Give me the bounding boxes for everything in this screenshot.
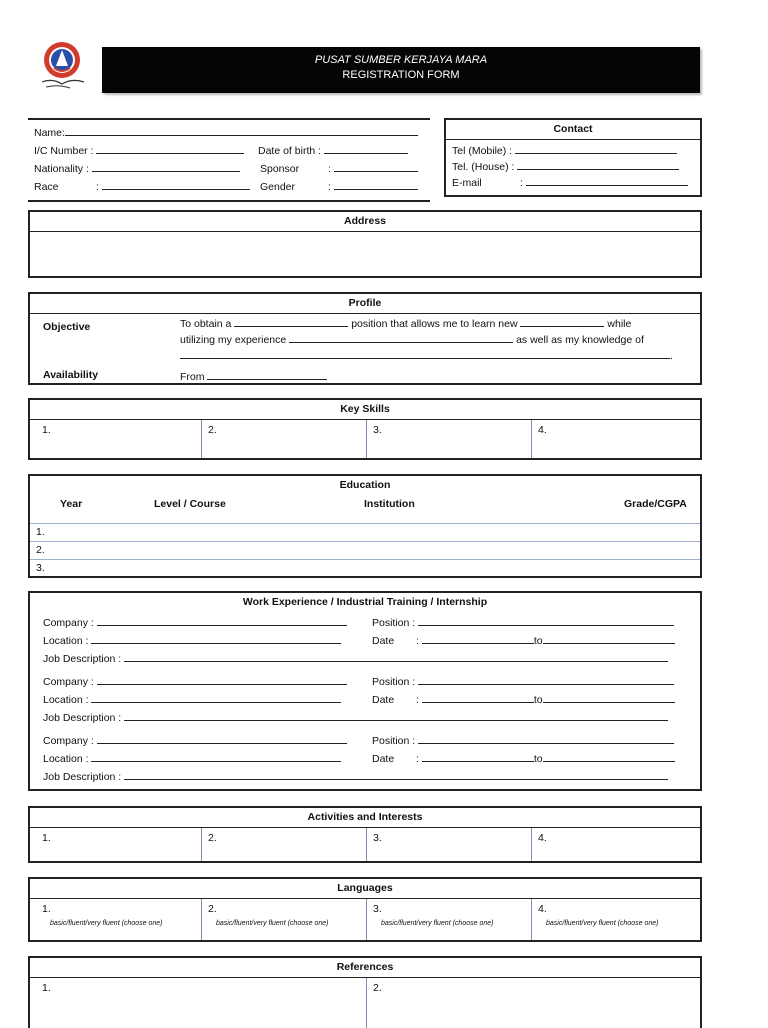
- job-description-label: Job Description :: [43, 653, 122, 665]
- profile-title: Profile: [30, 294, 700, 314]
- position-field[interactable]: [418, 733, 674, 744]
- key-skill-cell[interactable]: 4.: [538, 424, 547, 436]
- references-title: References: [30, 958, 700, 978]
- header-banner: [102, 47, 700, 93]
- mara-crest-icon: [34, 38, 90, 94]
- edu-col-institution: Institution: [364, 498, 415, 510]
- company-label: Company :: [43, 676, 94, 688]
- work-entry: Company : Location : Job Description : Position : Date : to: [30, 674, 700, 728]
- work-experience-section: [28, 591, 702, 791]
- education-section: [28, 474, 702, 578]
- activity-cell[interactable]: 1.: [30, 828, 202, 861]
- availability-field[interactable]: [207, 369, 327, 380]
- position-label: Position :: [372, 676, 416, 688]
- languages-title: Languages: [30, 879, 700, 899]
- gender-label: Gender: [260, 181, 296, 193]
- date-to-field[interactable]: [543, 692, 675, 703]
- key-skills-section: [28, 398, 702, 460]
- activity-cell[interactable]: 3.: [367, 828, 532, 861]
- work-title: Work Experience / Industrial Training / Internship: [242, 596, 488, 608]
- availability-label: Availability: [43, 369, 99, 381]
- mobile-label: Tel (Mobile) :: [452, 145, 513, 157]
- education-row[interactable]: 1.: [30, 524, 700, 542]
- position-label: Position :: [372, 617, 416, 629]
- date-from-field[interactable]: [422, 751, 534, 762]
- key-skills-title: Key Skills: [30, 400, 700, 420]
- education-title: Education: [339, 479, 391, 491]
- house-field[interactable]: [517, 159, 679, 170]
- date-to-field[interactable]: [543, 633, 675, 644]
- race-field[interactable]: [102, 179, 250, 190]
- position-label: Position :: [372, 735, 416, 747]
- nationality-label: Nationality :: [34, 163, 89, 175]
- job-description-field[interactable]: [124, 651, 668, 662]
- date-from-field[interactable]: [422, 692, 534, 703]
- location-field[interactable]: [91, 692, 341, 703]
- name-label: Name:: [34, 127, 65, 139]
- company-label: Company :: [43, 617, 94, 629]
- references-section: [28, 956, 702, 1028]
- address-section: [28, 210, 702, 278]
- ic-label: I/C Number :: [34, 145, 94, 157]
- job-description-field[interactable]: [124, 769, 668, 780]
- address-field[interactable]: [30, 232, 700, 276]
- activity-cell[interactable]: 4.: [538, 832, 547, 844]
- key-skill-cell[interactable]: 2.: [202, 420, 367, 458]
- language-cell[interactable]: 4. basic/fluent/very fluent (choose one): [532, 899, 700, 940]
- objective-learn-field[interactable]: [520, 316, 604, 327]
- address-title: Address: [30, 212, 700, 232]
- personal-info-section: Name: I/C Number : Nationality : Race : Date of birth : Sponsor : Gender :: [28, 118, 430, 202]
- key-skill-cell[interactable]: 1.: [30, 420, 202, 458]
- reference-cell[interactable]: 2.: [373, 982, 382, 994]
- job-description-field[interactable]: [124, 710, 668, 721]
- mobile-field[interactable]: [515, 143, 677, 154]
- languages-section: [28, 877, 702, 942]
- date-to-field[interactable]: [543, 751, 675, 762]
- ic-field[interactable]: [96, 143, 244, 154]
- job-description-label: Job Description :: [43, 771, 122, 783]
- race-label: Race: [34, 181, 59, 193]
- location-label: Location :: [43, 694, 89, 706]
- date-label: Date: [372, 753, 395, 765]
- house-label: Tel. (House) :: [452, 161, 515, 173]
- key-skill-cell[interactable]: 3.: [367, 420, 532, 458]
- education-row[interactable]: 3.: [36, 562, 45, 574]
- reference-cell[interactable]: 1.: [30, 978, 367, 1028]
- company-field[interactable]: [97, 674, 347, 685]
- activity-cell[interactable]: 2.: [202, 828, 367, 861]
- gender-field[interactable]: [334, 179, 418, 190]
- position-field[interactable]: [418, 674, 674, 685]
- work-entry: Company : Location : Job Description : Position : Date : to: [30, 733, 700, 787]
- date-from-field[interactable]: [422, 633, 534, 644]
- sponsor-field[interactable]: [334, 161, 418, 172]
- activities-section: [28, 806, 702, 863]
- proficiency-note: basic/fluent/very fluent (choose one): [381, 920, 494, 927]
- edu-col-year: Year: [60, 498, 83, 510]
- objective-label: Objective: [43, 321, 91, 333]
- location-field[interactable]: [91, 633, 341, 644]
- education-row[interactable]: 2.: [30, 542, 700, 560]
- profile-section: Profile Objective To obtain a position that allows me to learn new while utilizing my experience as well as my knowledge of . Availability From: [28, 292, 702, 385]
- job-description-label: Job Description :: [43, 712, 122, 724]
- email-label: E-mail: [452, 177, 482, 189]
- company-label: Company :: [43, 735, 94, 747]
- dob-label: Date of birth :: [258, 145, 322, 157]
- proficiency-note: basic/fluent/very fluent (choose one): [50, 920, 163, 927]
- objective-knowledge-field[interactable]: [180, 348, 670, 359]
- date-label: Date: [372, 635, 395, 647]
- proficiency-note: basic/fluent/very fluent (choose one): [216, 920, 329, 927]
- company-field[interactable]: [97, 615, 347, 626]
- contact-title: Contact: [446, 120, 700, 140]
- form-title: REGISTRATION FORM: [342, 69, 460, 81]
- position-field[interactable]: [418, 615, 674, 626]
- edu-rows: [30, 523, 700, 574]
- location-field[interactable]: [91, 751, 341, 762]
- name-field[interactable]: [65, 125, 418, 136]
- email-field[interactable]: [526, 175, 688, 186]
- company-field[interactable]: [97, 733, 347, 744]
- location-label: Location :: [43, 753, 89, 765]
- date-label: Date: [372, 694, 395, 706]
- proficiency-note: basic/fluent/very fluent (choose one): [546, 920, 659, 927]
- location-label: Location :: [43, 635, 89, 647]
- sponsor-label: Sponsor: [260, 163, 300, 175]
- dob-field[interactable]: [324, 143, 408, 154]
- language-cell[interactable]: 2. basic/fluent/very fluent (choose one): [202, 899, 367, 940]
- language-cell[interactable]: 1. basic/fluent/very fluent (choose one): [30, 899, 202, 940]
- objective-position-field[interactable]: [234, 316, 348, 327]
- edu-col-level: Level / Course: [154, 498, 226, 510]
- contact-section: Contact Tel (Mobile) : Tel. (House) : E-mail :: [444, 118, 702, 197]
- language-cell[interactable]: 3. basic/fluent/very fluent (choose one): [367, 899, 532, 940]
- work-entry: Company : Location : Job Description : Position : Date : to: [30, 615, 700, 669]
- nationality-field[interactable]: [92, 161, 240, 172]
- activities-title: Activities and Interests: [30, 808, 700, 828]
- edu-col-grade: Grade/CGPA: [624, 498, 687, 510]
- objective-experience-field[interactable]: [289, 332, 513, 343]
- org-title: PUSAT SUMBER KERJAYA MARA: [314, 54, 488, 66]
